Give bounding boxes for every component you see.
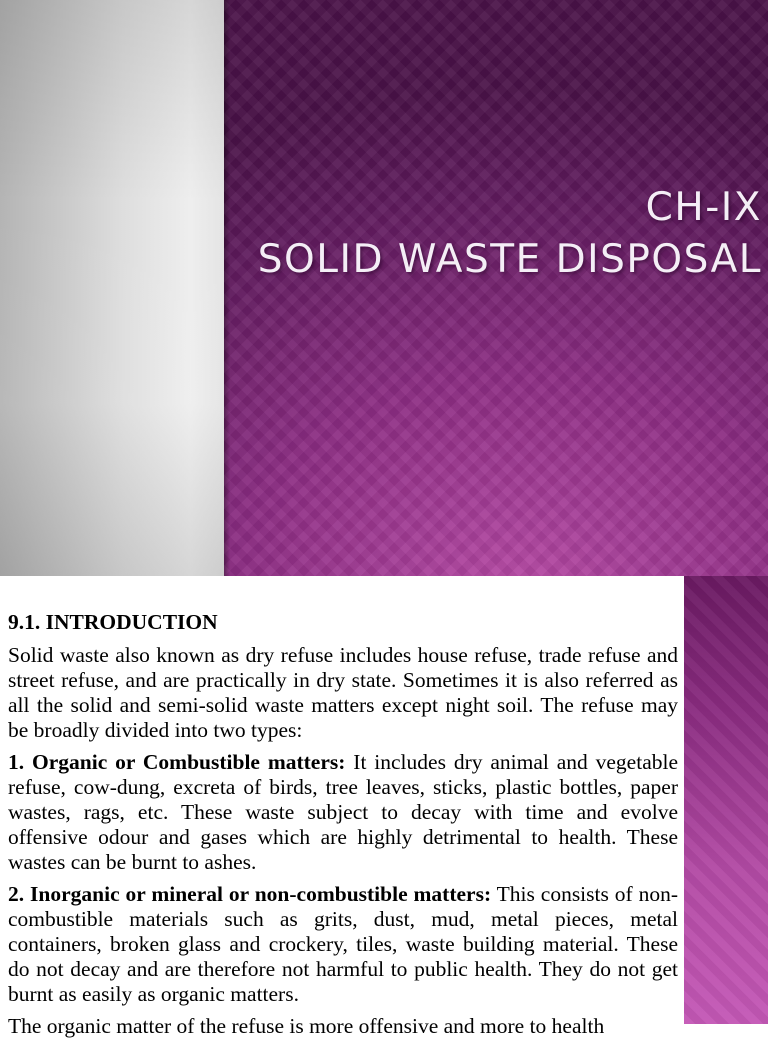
paragraph-inorganic-text: This consists of non-combustible materials such as grits, dust, mud, metal pieces, metal containers, broken glass and crockery, tiles, waste building material. These do not decay and are therefore not harmful to public health. They do not get burnt as easily as organic matters.: [8, 882, 678, 1006]
document-page: [0, 576, 684, 1038]
paragraph-inorganic: [8, 882, 678, 1007]
slide-purple-strip: [684, 576, 768, 1024]
slide-purple-panel: [224, 0, 768, 576]
slide-grey-panel: [0, 0, 224, 576]
paragraph-intro-text: Solid waste also known as dry refuse includes house refuse, trade refuse and street refuse, and are practically in dry state. Sometimes it is also referred as all the solid and semi-solid waste matters except night soil. The refuse may be broadly divided into two types:: [8, 643, 678, 742]
paragraph-organic-text: It includes dry animal and vegetable refuse, cow-dung, excreta of birds, tree leaves, sticks, plastic bottles, paper wastes, rags, etc. These waste subject to decay with time and evolve offensive odour and gases which are highly detrimental to health. These wastes can be burnt to ashes.: [8, 750, 679, 874]
paragraph-intro: [8, 643, 678, 743]
paragraph-continued: [8, 1014, 678, 1039]
document-body: [8, 610, 678, 1046]
paragraph-continued-text: The organic matter of the refuse is more offensive and more to health: [8, 1014, 605, 1038]
paragraph-inorganic-lead: 2. Inorganic or mineral or non-combustible matters:: [8, 882, 492, 906]
slide-title-chapter: CH-IX: [645, 185, 762, 230]
paragraph-organic-lead: 1. Organic or Combustible matters:: [8, 750, 346, 774]
slide-title: [258, 182, 762, 286]
section-heading: 9.1. INTRODUCTION: [8, 610, 218, 634]
paragraph-organic: [8, 750, 678, 875]
slide-title-subject: SOLID WASTE DISPOSAL: [257, 237, 762, 282]
